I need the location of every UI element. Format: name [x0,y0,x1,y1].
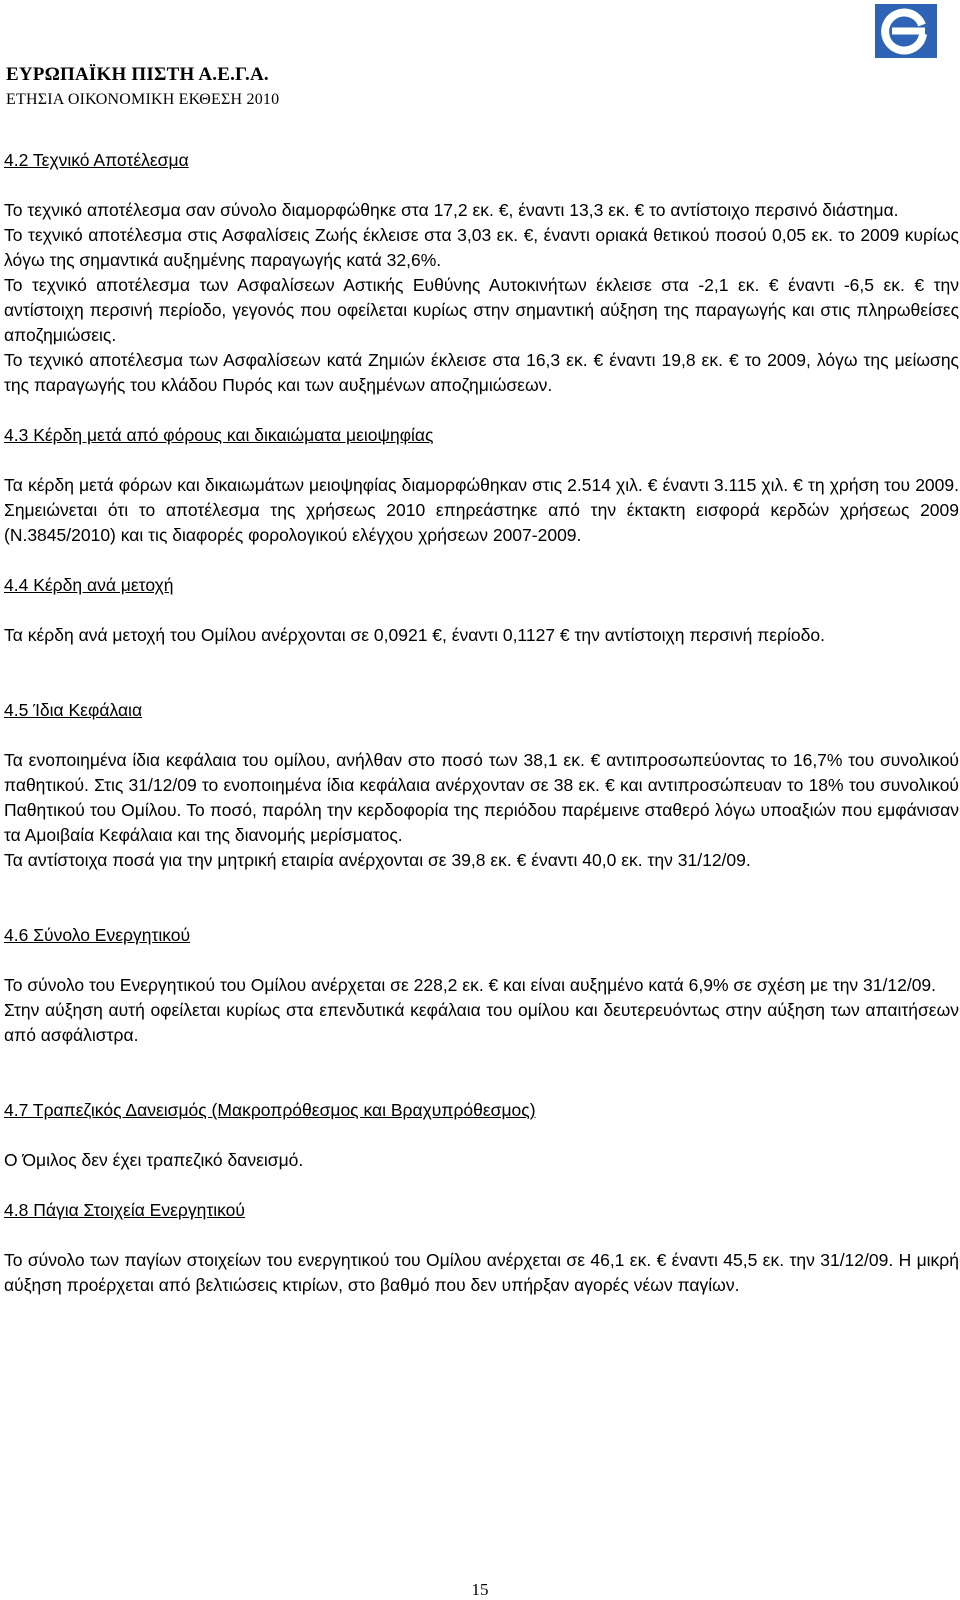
section-paragraph: Τα κέρδη ανά μετοχή του Ομίλου ανέρχονται σε 0,0921 €, έναντι 0,1127 € την αντίστοιχη περσινή περίοδο. [4,625,825,645]
section-title: 4.4 Κέρδη ανά μετοχή [4,575,174,595]
section-title: 4.2 Τεχνικό Αποτέλεσμα [4,150,189,170]
section-paragraph: Τα κέρδη μετά φόρων και δικαιωμάτων μειοψηφίας διαμορφώθηκαν στις 2.514 χιλ. € έναντι 3.115 χιλ. € τη χρήση του 2009. Σημειώνεται ότι το αποτέλεσμα της χρήσεως 2010 επηρεάστηκε από την έκτακτη εισφορά κερδών χρήσεως 2009 (Ν.3845/2010) και τις διαφορές φορολογικού ελέγχου χρήσεων 2007-2009. [4,475,959,545]
section-paragraph: Τα ενοποιημένα ίδια κεφάλαια του ομίλου, ανήλθαν στο ποσό των 38,1 εκ. € αντιπροσωπεύοντας το 16,7% του συνολικού παθητικού. Στις 31/12/09 το ενοποιημένα ίδια κεφάλαια ανέρχονταν σε 38 εκ. € και αντιπροσώπευαν το 18% του συνολικού Παθητικού του Ομίλου. Το ποσό, παρόλη την κερδοφορία της περιόδου παρέμεινε σταθερό λόγω υποαξιών που εμφάνισαν τα Αμοιβαία Κεφάλαια και της διανομής μερίσματος. Τα αντίστοιχα ποσά για την μητρική εταιρία ανέρχονται σε 39,8 εκ. € έναντι 40,0 εκ. την 31/12/09. [4,750,959,870]
section-earnings-per-share [4,573,959,648]
section-paragraph: Ο Όμιλος δεν έχει τραπεζικό δανεισμό. [4,1150,304,1170]
section-fixed-assets [4,1198,959,1298]
section-paragraph: Το σύνολο του Ενεργητικού του Ομίλου ανέρχεται σε 228,2 εκ. € και είναι αυξημένο κατά 6,9% σε σχέση με την 31/12/09. Στην αύξηση αυτή οφείλεται κυρίως στα επενδυτικά κεφάλαια του ομίλου και δευτερευόντως στην αύξηση των απαιτήσεων από ασφάλιστρα. [4,975,959,1045]
section-bank-borrowing [4,1098,959,1173]
company-name: ΕΥΡΩΠΑΪΚΗ ΠΙΣΤΗ Α.Ε.Γ.Α. [6,64,269,85]
section-title: 4.7 Τραπεζικός Δανεισμός (Μακροπρόθεσμος και Βραχυπρόθεσμος) [4,1100,536,1120]
section-equity [4,698,959,873]
section-paragraph: Το τεχνικό αποτέλεσμα σαν σύνολο διαμορφώθηκε στα 17,2 εκ. €, έναντι 13,3 εκ. € το αντίστοιχο περσινό διάστημα. Το τεχνικό αποτέλεσμα στις Ασφαλίσεις Ζωής έκλεισε στα 3,03 εκ. €, έναντι οριακά θετικού ποσού 0,05 εκ. το 2009 κυρίως λόγω της σημαντικά αυξημένης παραγωγής κατά 32,6%. Το τεχνικό αποτέλεσμα των Ασφαλίσεων Αστικής Ευθύνης Αυτοκινήτων έκλεισε στα -2,1 εκ. € έναντι -6,5 εκ. € την αντίστοιχη περσινή περίοδο, γεγονός που οφείλεται κυρίως στην σημαντική αύξηση της παραγωγής και στις πληρωθείσες αποζημιώσεις. Το τεχνικό αποτέλεσμα των Ασφαλίσεων κατά Ζημιών έκλεισε στα 16,3 εκ. € έναντι 19,8 εκ. € το 2009, λόγω της μείωσης της παραγωγής του κλάδου Πυρός και των αυξημένων αποζημιώσεων. [4,200,959,395]
section-total-assets [4,923,959,1048]
section-profit-after-tax [4,423,959,548]
section-paragraph: Το σύνολο των παγίων στοιχείων του ενεργητικού του Ομίλου ανέρχεται σε 46,1 εκ. € έναντι 45,5 εκ. την 31/12/09. Η μικρή αύξηση προέρχεται από βελτιώσεις κτιρίων, στο βαθμό που δεν υπήρξαν αγορές νέων παγίων. [4,1250,959,1295]
page-number: 15 [471,1580,489,1599]
section-title: 4.3 Κέρδη μετά από φόρους και δικαιώματα μειοψηφίας [4,425,434,445]
document-body [4,148,959,1298]
section-technical-result [4,148,959,398]
report-title: ΕΤΗΣΙΑ ΟΙΚΟΝΟΜΙΚΗ ΕΚΘΕΣΗ 2010 [6,91,280,108]
section-title: 4.6 Σύνολο Ενεργητικού [4,925,191,945]
section-title: 4.5 Ίδια Κεφάλαια [4,700,143,720]
section-title: 4.8 Πάγια Στοιχεία Ενεργητικού [4,1200,245,1220]
company-logo-icon [875,4,937,58]
